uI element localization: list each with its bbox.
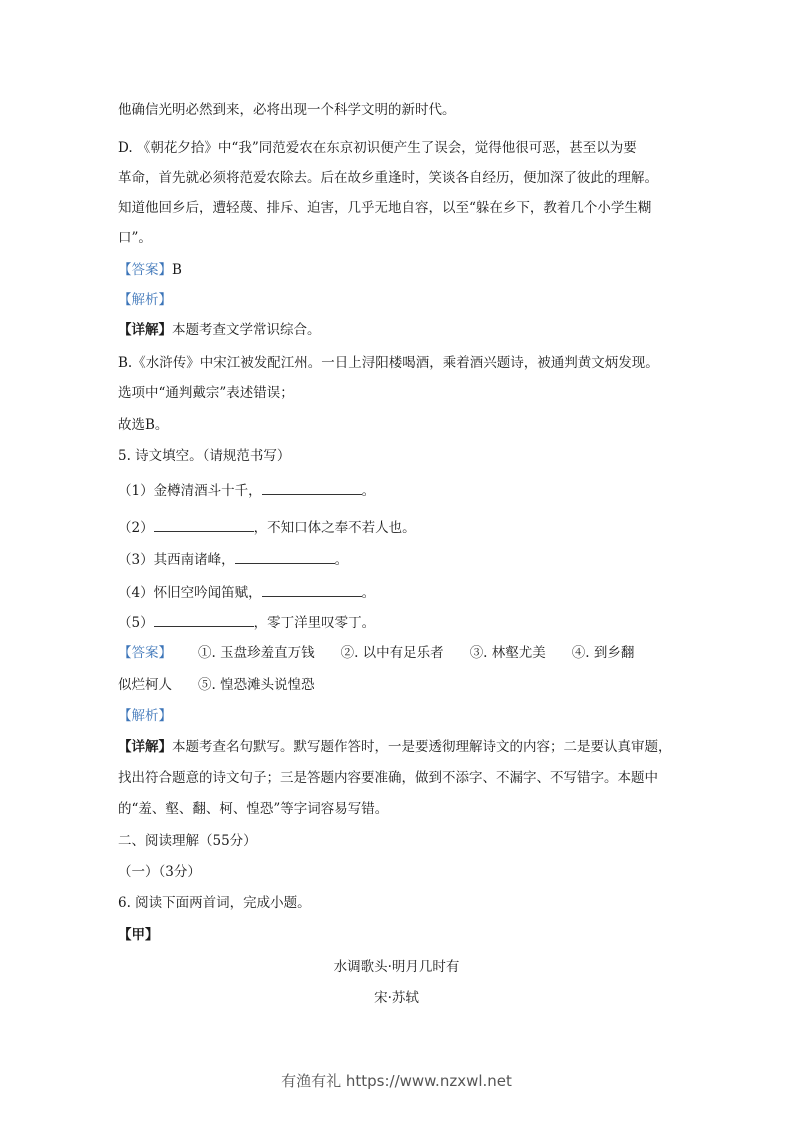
q5-detail-line3: 的“羞、壑、翻、柯、惶恐”等字词容易写错。	[118, 801, 389, 817]
q5-answer-row1	[118, 643, 634, 663]
section2-title: 二、阅读理解（55分）	[118, 833, 257, 849]
option-d-line3: 知道他回乡后，遭轻蔑、排斥、迫害，几乎无地自容，以至“躲在乡下，教着几个小学生糊	[118, 200, 652, 216]
q5-item-3	[118, 550, 348, 570]
item-num: （4）	[118, 585, 154, 601]
detail-label: 【详解】	[118, 739, 172, 755]
q5-item-2	[118, 518, 416, 538]
fill-blank[interactable]	[154, 519, 254, 532]
q4-answer	[118, 260, 182, 280]
q5-detail-line1	[118, 737, 672, 757]
option-c-tail: 他确信光明必然到来，必将出现一个科学文明的新时代。	[118, 102, 456, 118]
option-d-line4: 口”。	[118, 230, 152, 246]
q6-prompt: 6. 阅读下面两首词，完成小题。	[118, 895, 311, 911]
answer-label: 【答案】	[118, 645, 172, 661]
answer-4-part2: 似烂柯人	[118, 677, 172, 693]
fill-blank[interactable]	[262, 482, 362, 495]
q5-item-1	[118, 481, 375, 501]
item-before: 金樽清酒斗十千，	[153, 483, 262, 499]
answer-label: 【答案】	[118, 262, 172, 278]
poem-author: 宋·苏轼	[374, 990, 419, 1006]
q4-explain-line1: B.《水浒传》中宋江被发配江州。一日上浔阳楼喝酒，乘着酒兴题诗，被通判黄文炳发现。	[118, 355, 659, 371]
item-after: 。	[334, 552, 349, 568]
item-num: （3）	[118, 552, 154, 568]
item-num: （1）	[118, 483, 154, 499]
answer-value: B	[172, 262, 182, 278]
answer-5: ⑤. 惶恐滩头说惶恐	[198, 677, 315, 693]
detail-label: 【详解】	[118, 322, 172, 338]
jia-label: 【甲】	[118, 927, 159, 943]
fill-blank[interactable]	[235, 551, 335, 564]
q4-conclusion: 故选B。	[118, 417, 169, 433]
item-after: ，不知口体之奉不若人也。	[253, 520, 416, 536]
fill-blank[interactable]	[154, 614, 254, 627]
option-d-line2: 革命，首先就必须将范爱农除去。后在故乡重逢时，笑谈各自经历，便加深了彼此的理解。	[118, 170, 658, 186]
fill-blank[interactable]	[262, 584, 362, 597]
q5-detail-line2: 找出符合题意的诗文句子；三是答题内容要准确，做到不添字、不漏字、不写错字。本题中	[118, 770, 658, 786]
q4-detail	[118, 320, 321, 340]
q4-explain-line2: 选项中“通判戴宗”表述错误；	[118, 385, 294, 401]
answer-1: ①. 玉盘珍羞直万钱	[198, 645, 315, 661]
q5-analysis-label: 【解析】	[118, 708, 172, 724]
answer-4-part1: ④. 到乡翻	[571, 645, 635, 661]
detail-text: 本题考查名句默写。默写题作答时，一是要透彻理解诗文的内容；二是要认真审题，	[172, 739, 672, 755]
item-before: 怀旧空吟闻笛赋，	[153, 585, 262, 601]
q5-item-5	[118, 613, 375, 633]
option-d-line1: D. 《朝花夕拾》中“我”同范爱农在东京初识便产生了误会，觉得他很可恶，甚至以为要	[118, 140, 637, 156]
item-before: 其西南诸峰，	[153, 552, 235, 568]
section2-sub: （一）（3分）	[118, 864, 201, 880]
detail-text: 本题考查文学常识综合。	[172, 322, 321, 338]
item-after: 。	[361, 483, 376, 499]
answer-2: ②. 以中有足乐者	[340, 645, 444, 661]
footer-watermark: 有渔有礼 https://www.nzxwl.net	[281, 1072, 512, 1090]
item-after: 。	[361, 585, 376, 601]
item-num: （5）	[118, 615, 154, 631]
item-after: ，零丁洋里叹零丁。	[253, 615, 376, 631]
q4-analysis-label: 【解析】	[118, 292, 172, 308]
poem-title: 水调歌头·明月几时有	[333, 959, 460, 975]
item-num: （2）	[118, 520, 154, 536]
answer-3: ③. 林壑尤美	[469, 645, 546, 661]
q5-item-4	[118, 583, 375, 603]
q5-answer-row2	[118, 675, 315, 695]
q5-title: 5. 诗文填空。（请规范书写）	[118, 448, 291, 464]
